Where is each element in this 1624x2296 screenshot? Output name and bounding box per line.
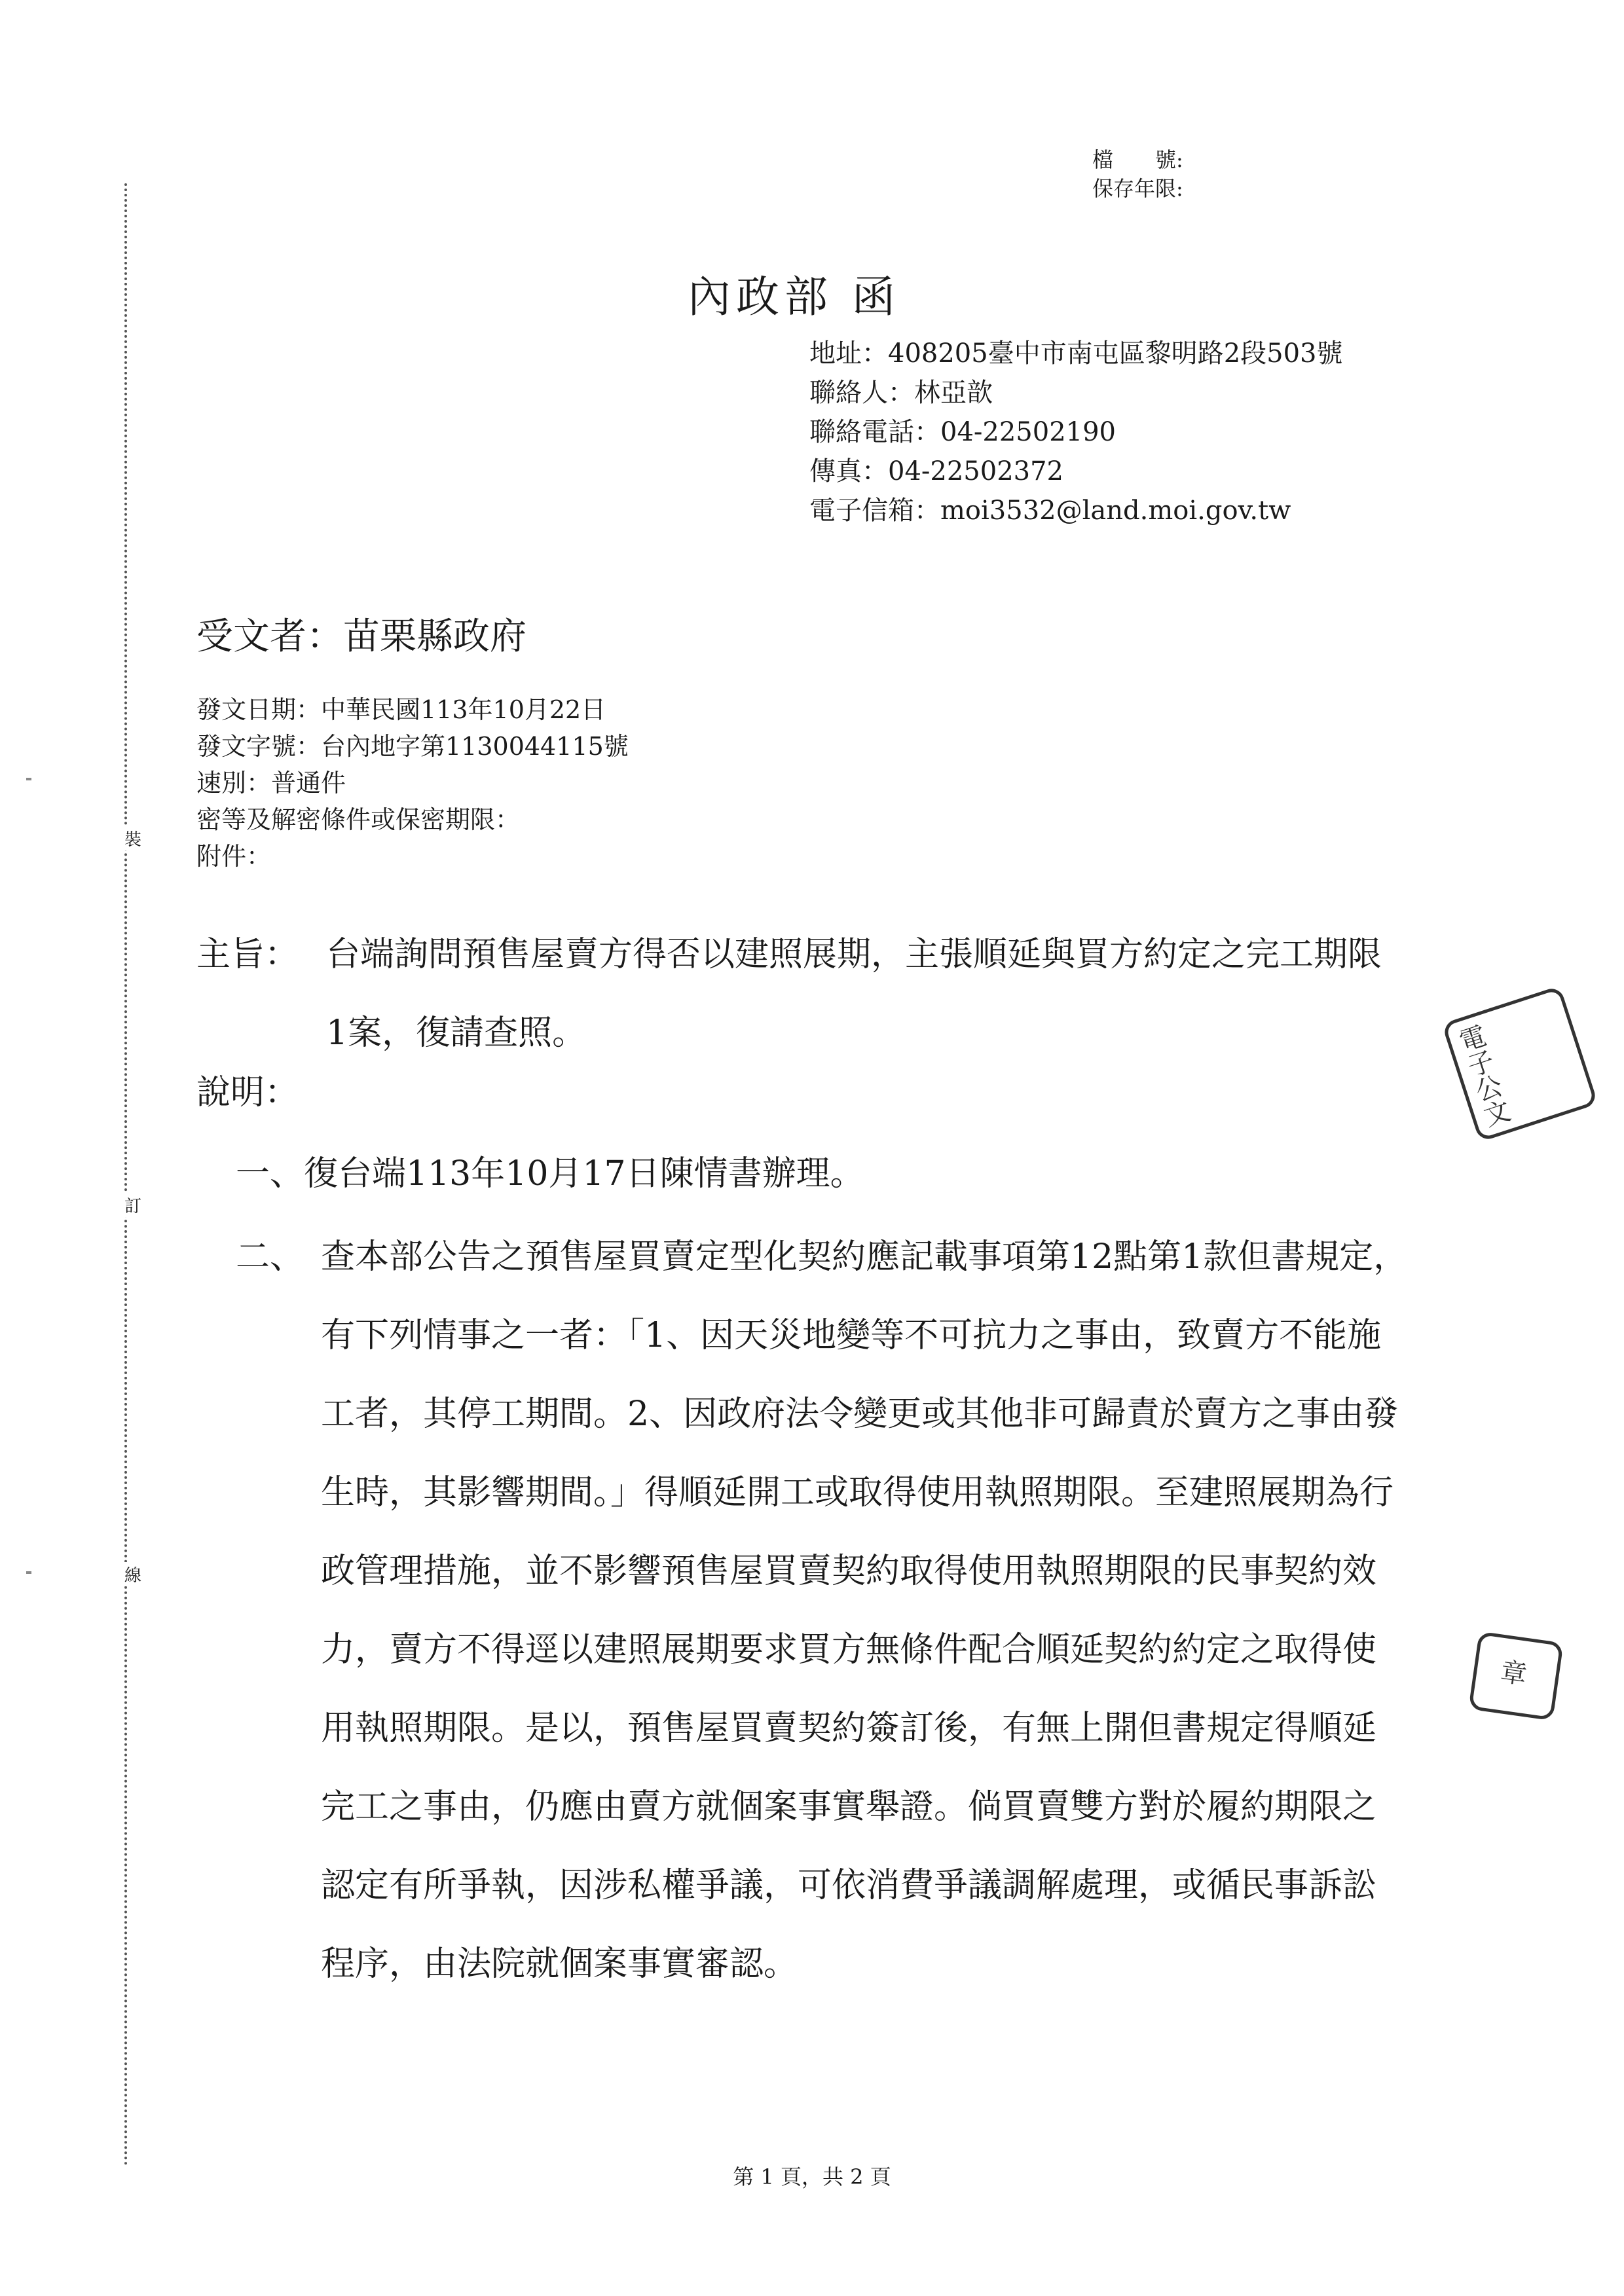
stamp-text: 電子公文 [1452, 1021, 1513, 1131]
binding-mark-ding: 訂 [123, 1193, 143, 1217]
document-title: 內政部 函 [688, 272, 900, 322]
subject-label: 主旨： [196, 935, 299, 974]
scan-mark [26, 1571, 31, 1574]
subject-section [196, 915, 1395, 1072]
binding-dotted-line [124, 183, 140, 2167]
contact-address: 地址：408205臺中市南屯區黎明路2段503號 [809, 338, 1343, 369]
contact-fax: 傳真：04-22502372 [809, 456, 1064, 486]
explanation-label: 說明： [196, 1073, 299, 1112]
retention-period: 保存年限: [1092, 176, 1183, 201]
electronic-document-stamp [1441, 985, 1598, 1142]
page-number: 第 1 頁，共 2 頁 [733, 2164, 891, 2189]
item-2-text: 查本部公告之預售屋買賣定型化契約應記載事項第12點第1款但書規定，有下列情事之一者：「1、因天災地變等不可抗力之事由，致賣方不能施工者，其停工期間。2、因政府法令變更或其他非可歸責於賣方之事由發生時，其影響期間。」得順延開工或取得使用執照期限。至建照展期為行政管理措施，並不影響預售屋買賣契約取得使用執照期限的民事契約效力，賣方不得逕以建照展期要求買方無條件配合順延契約約定之取得使用執照期限。是以，預售屋買賣契約簽訂後，有無上開但書規定得順延完工之事由，仍應由賣方就個案事實舉證。倘買賣雙方對於履約期限之認定有所爭執，因涉私權爭議，可依消費爭議調解處理，或循民事訴訟程序，由法院就個案事實審認。 [321, 1237, 1408, 1984]
item-2-number: 二、 [236, 1237, 304, 1277]
scan-mark [26, 778, 31, 780]
recipient: 受文者：苗栗縣政府 [196, 615, 526, 658]
contact-email: 電子信箱：moi3532@land.moi.gov.tw [809, 496, 1291, 526]
contact-phone: 聯絡電話：04-22502190 [809, 417, 1116, 447]
binding-mark-zhuang: 裝 [123, 826, 143, 850]
secrecy-level: 密等及解密條件或保密期限： [196, 805, 521, 834]
contact-person: 聯絡人：林亞歆 [809, 378, 993, 408]
delivery-speed: 速別：普通件 [196, 769, 346, 797]
reference-number: 發文字號：台內地字第1130044115號 [196, 732, 629, 761]
contact-block [809, 334, 1399, 530]
filing-info [1092, 145, 1183, 203]
binding-mark-xian: 線 [123, 1562, 143, 1586]
issue-date: 發文日期：中華民國113年10月22日 [196, 695, 606, 724]
attachment: 附件： [196, 842, 272, 871]
file-number: 檔 號: [1092, 147, 1183, 172]
seal-text: 章 [1498, 1656, 1529, 1691]
seal-stamp [1468, 1631, 1563, 1721]
subject-text: 台端詢問預售屋賣方得否以建照展期，主張順延與買方約定之完工期限1案，復請查照。 [326, 935, 1382, 1053]
explanation-item-2 [236, 1218, 1408, 2003]
explanation-item-1: 一、復台端113年10月17日陳情書辦理。 [236, 1154, 864, 1194]
document-meta [196, 691, 629, 875]
